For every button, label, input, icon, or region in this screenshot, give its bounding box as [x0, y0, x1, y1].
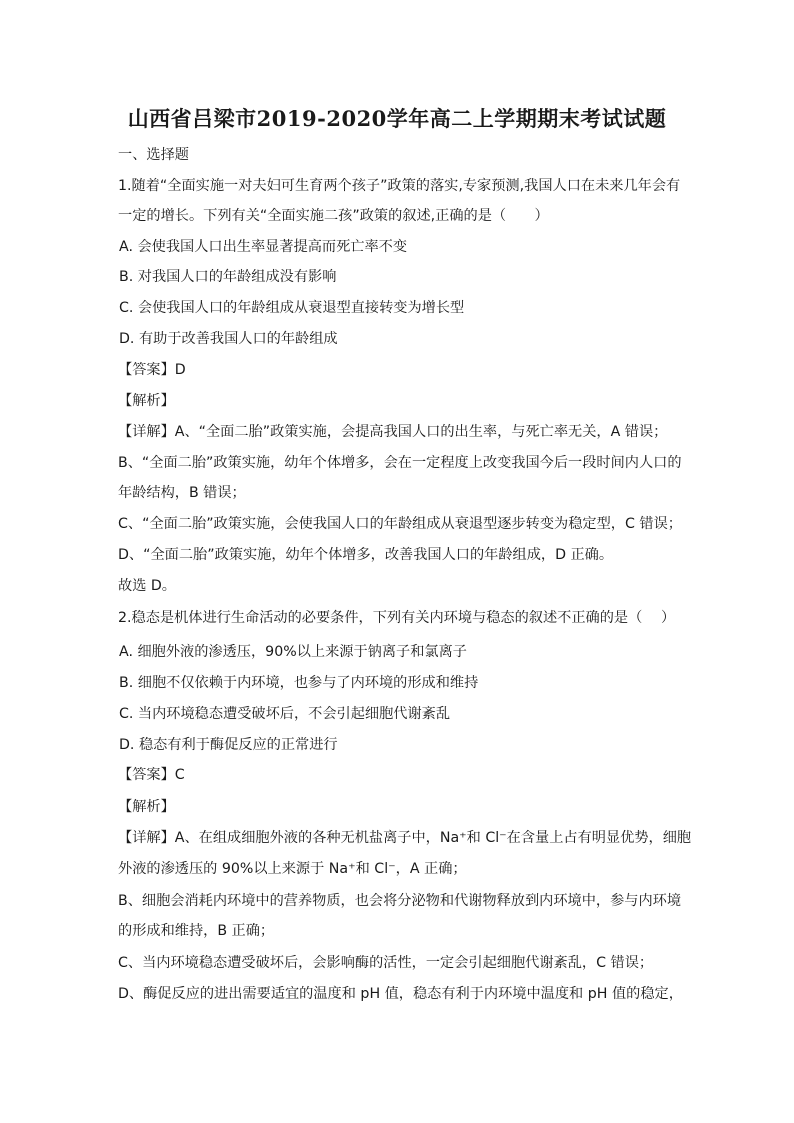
page-title: 山西省吕梁市2019-2020学年高二上学期期末考试试题 [127, 106, 667, 131]
q2-analysis-label: 【解析】 [118, 799, 175, 815]
q1-option-b: B. 对我国人口的年龄组成没有影响 [119, 269, 337, 285]
section-heading: 一、选择题 [118, 147, 189, 163]
q2-explanation-line: C、当内环境稳态遭受破坏后，会影响酶的活性，一定会引起细胞代谢紊乱，C 错误； [118, 955, 654, 971]
q2-explanation-line: 的形成和维持，B 正确； [118, 923, 275, 939]
q2-option-c: C. 当内环境稳态遭受破坏后，不会引起细胞代谢紊乱 [119, 706, 451, 722]
q1-option-a: A. 会使我国人口出生率显著提高而死亡率不变 [119, 239, 408, 255]
q2-answer: 【答案】C [118, 767, 185, 783]
q1-option-c: C. 会使我国人口的年龄组成从衰退型直接转变为增长型 [119, 300, 465, 316]
q1-option-d: D. 有助于改善我国人口的年龄组成 [119, 331, 338, 347]
q1-explanation-line: C、“全面二胎”政策实施，会使我国人口的年龄组成从衰退型逐步转变为稳定型，C 错误； [118, 516, 682, 532]
q2-stem-line1: 2.稳态是机体进行生命活动的必要条件，下列有关内环境与稳态的叙述不正确的是（ ） [118, 610, 676, 626]
q1-explanation-line: 年龄结构，B 错误； [118, 485, 246, 501]
q1-stem-line2: 一定的增长。下列有关“全面实施二孩”政策的叙述,正确的是（ ） [118, 208, 549, 224]
q1-answer: 【答案】D [118, 362, 186, 378]
q1-explanation-line: D、“全面二胎”政策实施，幼年个体增多，改善我国人口的年龄组成，D 正确。 [118, 547, 614, 563]
q1-explanation-line: B、“全面二胎”政策实施，幼年个体增多，会在一定程度上改变我国今后一段时间内人口的 [118, 455, 682, 471]
q2-option-a: A. 细胞外液的渗透压，90%以上来源于钠离子和氯离子 [119, 644, 467, 660]
q1-stem-line1: 1.随着“全面实施一对夫妇可生育两个孩子”政策的落实,专家预测,我国人口在未来几年会有 [118, 178, 681, 194]
q2-option-d: D. 稳态有利于酶促反应的正常进行 [119, 737, 338, 753]
q2-option-b: B. 细胞不仅依赖于内环境，也参与了内环境的形成和维持 [119, 675, 479, 691]
q2-explanation-line: D、酶促反应的进出需要适宜的温度和 pH 值，稳态有利于内环境中温度和 pH 值的稳定， [118, 986, 683, 1002]
q1-analysis-label: 【解析】 [118, 393, 175, 409]
q2-explanation-line: B、细胞会消耗内环境中的营养物质，也会将分泌物和代谢物释放到内环境中，参与内环境 [118, 893, 682, 909]
q2-explanation-line: 外液的渗透压的 90%以上来源于 Na⁺和 Cl⁻，A 正确； [118, 861, 467, 877]
q1-explanation-line: 故选 D。 [118, 578, 176, 594]
q1-explanation-line: 【详解】A、“全面二胎”政策实施，会提高我国人口的出生率，与死亡率无关，A 错误； [118, 424, 668, 440]
q2-explanation-line: 【详解】A、在组成细胞外液的各种无机盐离子中，Na⁺和 Cl⁻在含量上占有明显优势，细胞 [118, 830, 692, 846]
